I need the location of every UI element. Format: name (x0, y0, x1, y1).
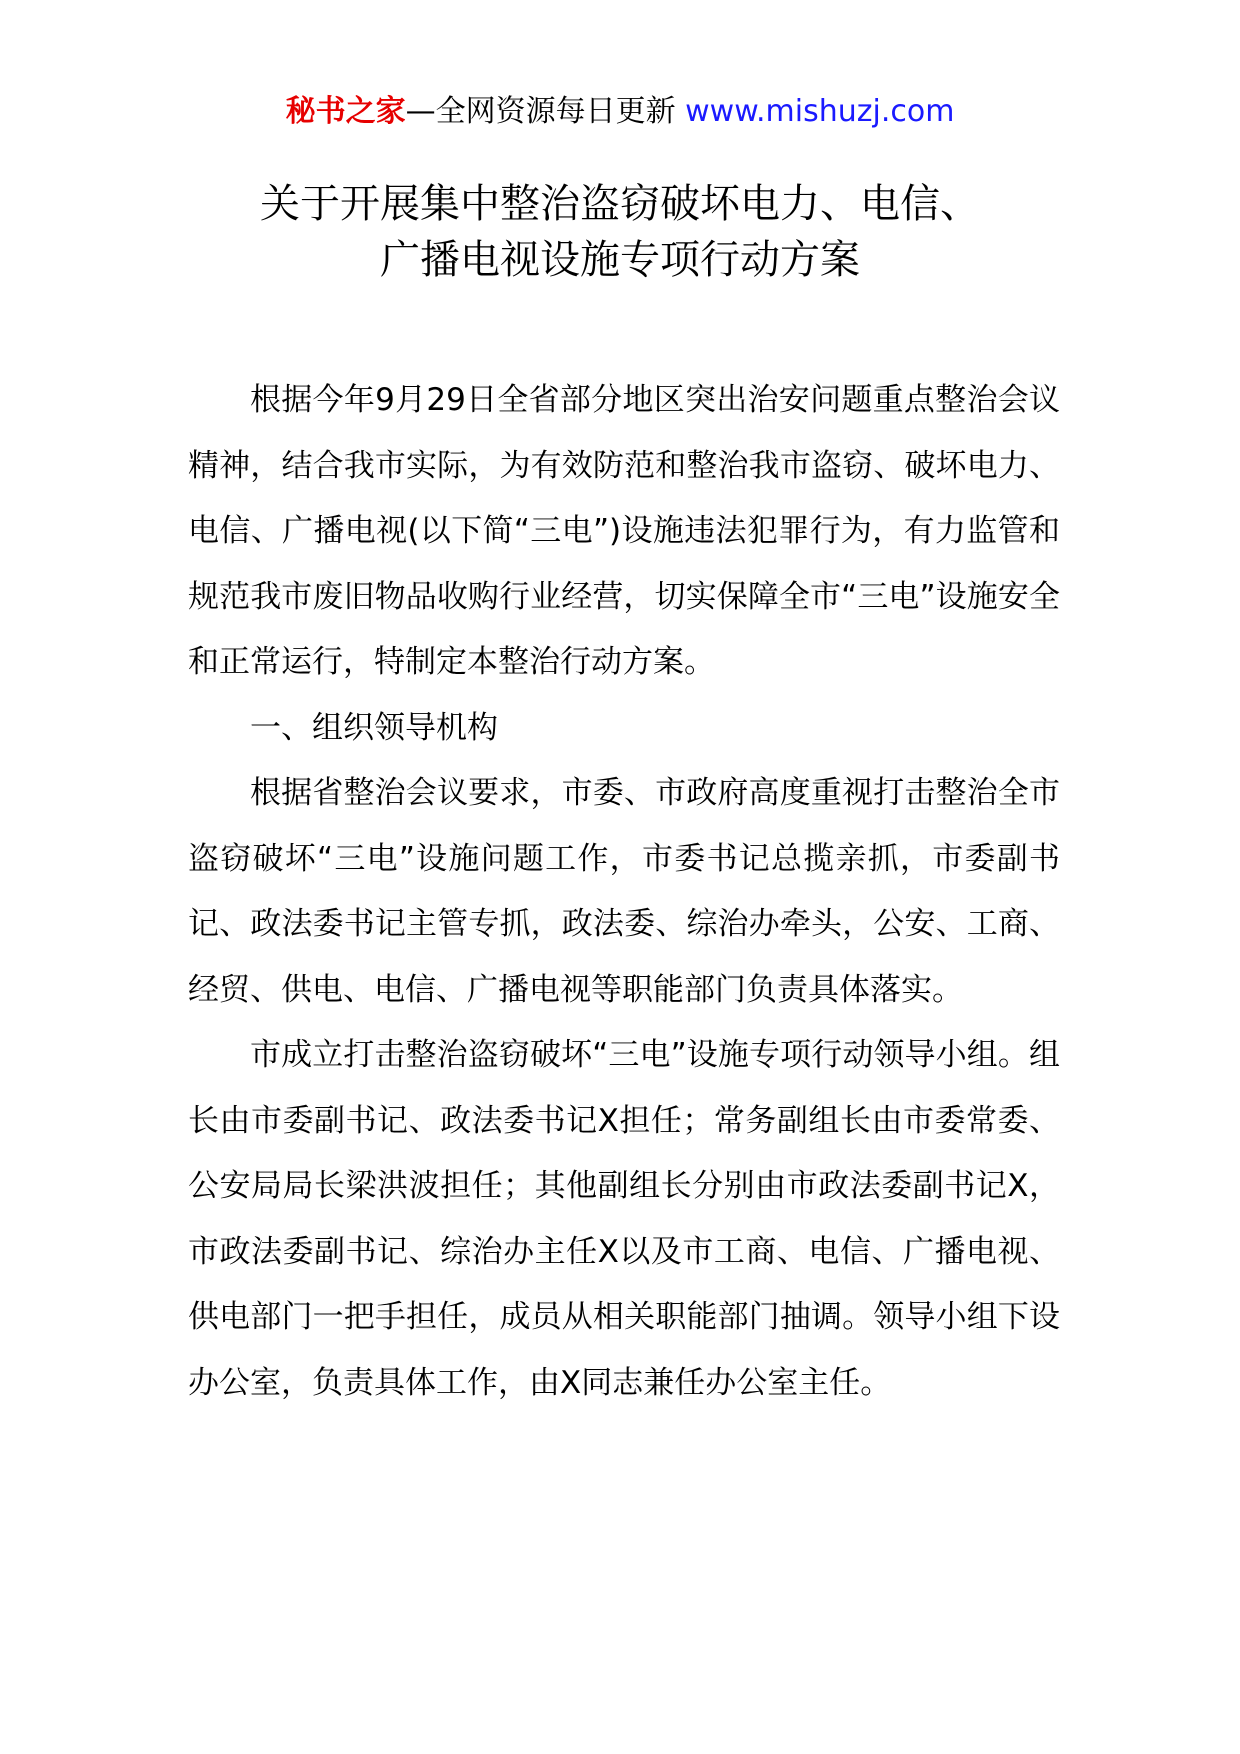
section-heading-organization: 一、组织领导机构 (250, 709, 498, 746)
paragraph-organization: 根据省整治会议要求，市委、市政府高度重视打击整治全市盗窃破坏“三电”设施问题工作，市委书记总揽亲抓，市委副书记、政法委书记主管专抓，政法委、综治办牵头，公安、工商、经贸、供电、电信、广播电视等职能部门负责具体落实。 (188, 775, 1060, 1008)
title-line-1: 关于开展集中整治盗窃破坏电力、电信、 (260, 181, 980, 227)
site-brand: 秘书之家 (285, 94, 406, 129)
paragraph-intro: 根据今年9月29日全省部分地区突出治安问题重点整治会议精神，结合我市实际，为有效防范和整治我市盗窃、破坏电力、电信、广播电视(以下简“三电”)设施违法犯罪行为，有力监管和规范我市废旧物品收购行业经营，切实保障全市“三电”设施安全和正常运行，特制定本整治行动方案。 (188, 382, 1060, 680)
document-title (0, 176, 1240, 288)
document-body (188, 368, 1060, 1416)
paragraph-leading-group: 市成立打击整治盗窃破坏“三电”设施专项行动领导小组。组长由市委副书记、政法委书记X担任；常务副组长由市委常委、公安局局长梁洪波担任；其他副组长分别由市政法委副书记X，市政法委副书记、综治办主任X以及市工商、电信、广播电视、供电部门一把手担任，成员从相关职能部门抽调。领导小组下设办公室，负责具体工作，由X同志兼任办公室主任。 (188, 1037, 1060, 1401)
site-header (0, 92, 1240, 132)
title-line-2: 广播电视设施专项行动方案 (380, 237, 860, 283)
site-url-link[interactable]: www.mishuzj.com (685, 94, 955, 129)
site-tagline: —全网资源每日更新 (405, 94, 686, 129)
